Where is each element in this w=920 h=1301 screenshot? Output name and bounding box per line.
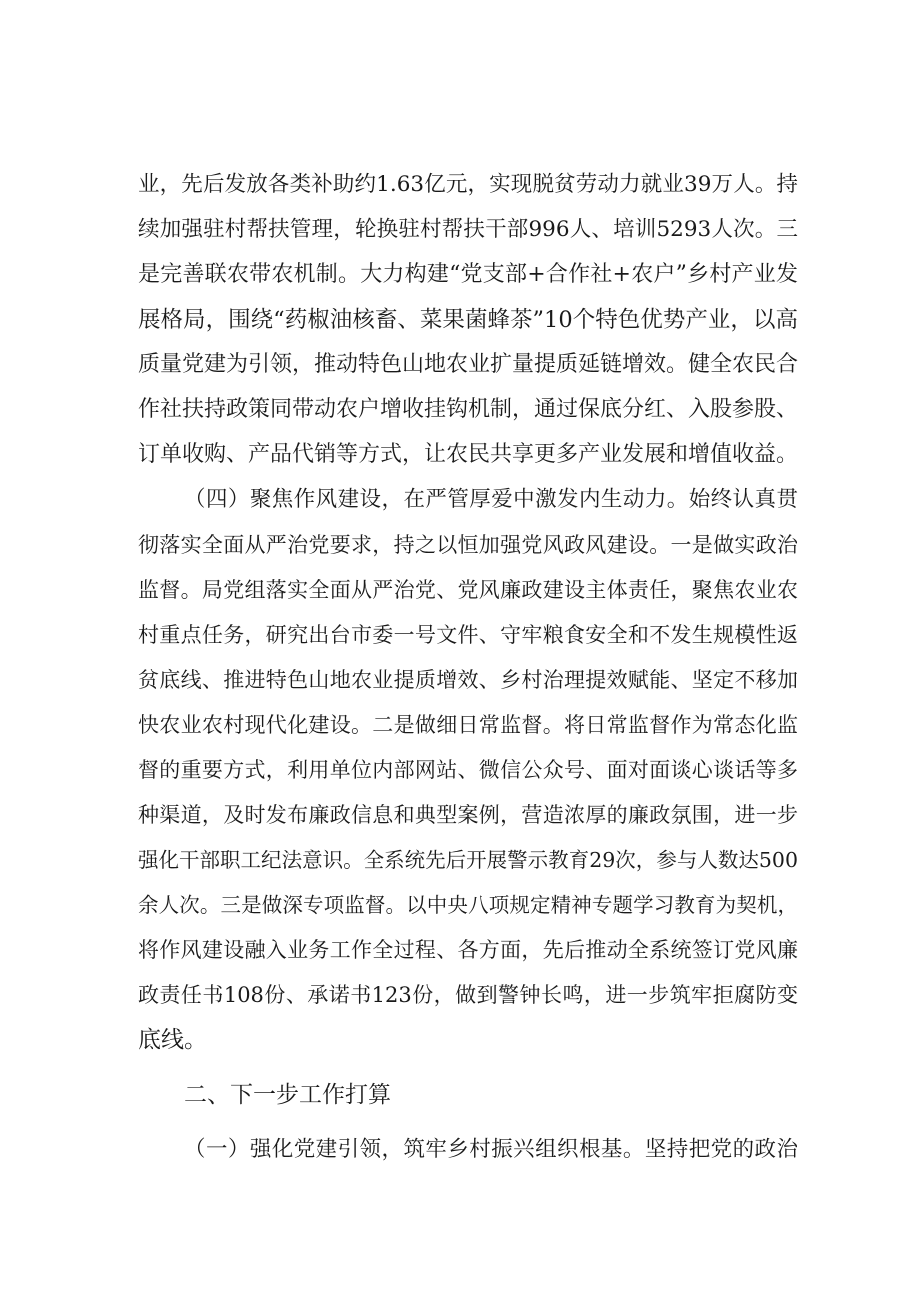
text-line: 村重点任务，研究出台市委一号文件、守牢粮食安全和不发生规模性返 bbox=[138, 623, 798, 647]
text-line: 是完善联农带农机制。大力构建“党支部+合作社+农户”乡村产业发 bbox=[138, 262, 798, 287]
text-line: 种渠道，及时发布廉政信息和典型案例，营造浓厚的廉政氛围，进一步 bbox=[138, 803, 798, 827]
text-line: （一）强化党建引领，筑牢乡村振兴组织根基。坚持把党的政治 bbox=[184, 1137, 798, 1162]
text-line: 将作风建设融入业务工作全过程、各方面，先后推动全系统签订党风廉 bbox=[138, 938, 798, 962]
text-line: 质量党建为引领，推动特色山地农业扩量提质延链增效。健全农民合 bbox=[138, 352, 799, 377]
text-line: 督的重要方式，利用单位内部网站、微信公众号、面对面谈心谈话等多 bbox=[138, 758, 798, 782]
text-line: 政责任书108份、承诺书123份，做到警钟长鸣，进一步筑牢拒腐防变 bbox=[138, 983, 798, 1007]
text-line: 监督。局党组落实全面从严治党、党风廉政建设主体责任，聚焦农业农 bbox=[138, 578, 798, 602]
text-line: 业，先后发放各类补助约1.63亿元，实现脱贫劳动力就业39万人。持 bbox=[138, 172, 798, 197]
text-line: 作社扶持政策同带动农户增收挂钩机制，通过保底分红、入股参股、 bbox=[138, 397, 799, 422]
text-line: 续加强驻村帮扶管理，轮换驻村帮扶干部996人、培训5293人次。三 bbox=[138, 217, 798, 242]
text-line: 订单收购、产品代销等方式，让农民共享更多产业发展和增值收益。 bbox=[138, 442, 799, 467]
text-line: 强化干部职工纪法意识。全系统先后开展警示教育29次，参与人数达500 bbox=[138, 848, 798, 872]
text-line: 彻落实全面从严治党要求，持之以恒加强党风政风建设。一是做实政治 bbox=[138, 533, 798, 557]
text-line: 贫底线、推进特色山地农业提质增效、乡村治理提效赋能、坚定不移加 bbox=[138, 668, 798, 692]
text-line: 余人次。三是做深专项监督。以中央八项规定精神专题学习教育为契机， bbox=[138, 893, 798, 917]
text-line: 快农业农村现代化建设。二是做细日常监督。将日常监督作为常态化监 bbox=[138, 713, 798, 737]
section-heading: 二、下一步工作打算 bbox=[184, 1082, 391, 1108]
text-line: 底线。 bbox=[138, 1027, 207, 1053]
text-line: 展格局，围绕“药椒油核畜、菜果菌蜂茶”10个特色优势产业，以高 bbox=[138, 307, 798, 333]
text-line: （四）聚焦作风建设，在严管厚爱中激发内生动力。始终认真贯 bbox=[184, 487, 798, 512]
